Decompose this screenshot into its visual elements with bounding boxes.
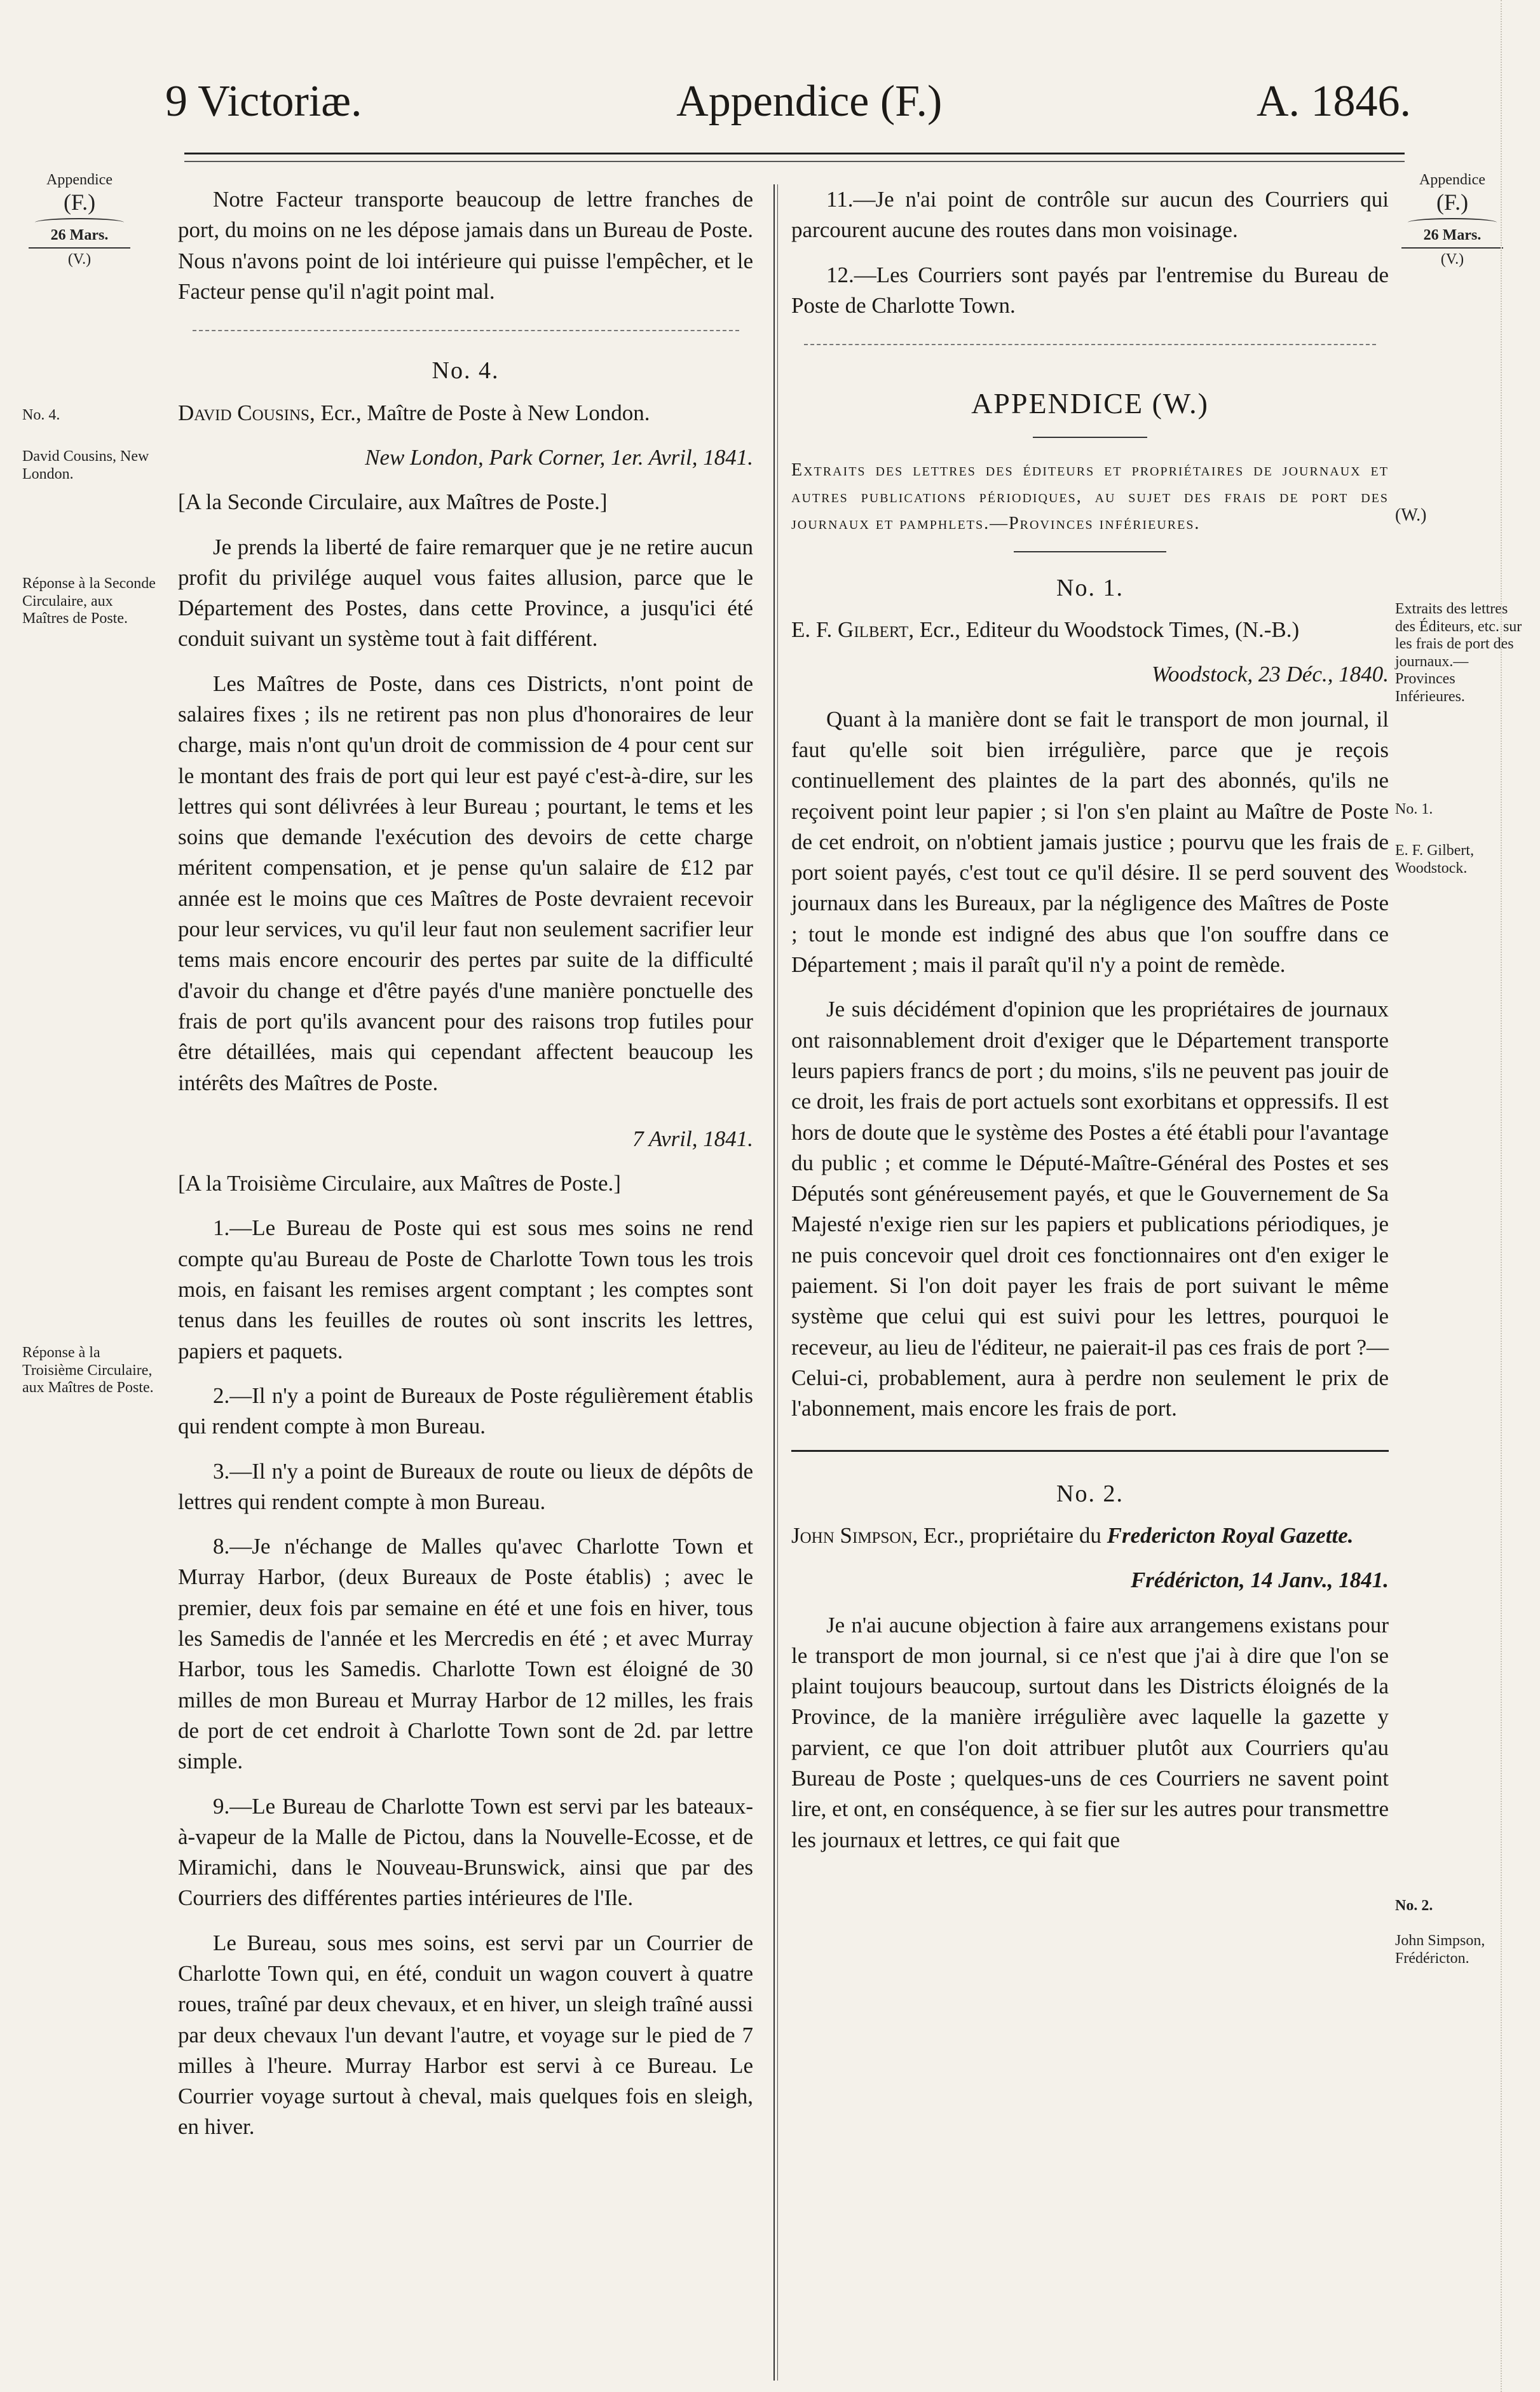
section-rule (791, 1450, 1389, 1452)
margin-box-title: Appendice (46, 172, 112, 188)
correspondent-name: E. F. Gilbert (791, 617, 909, 643)
margin-box-sub: (V.) (1440, 250, 1464, 268)
paragraph: Quant à la manière dont se fait le transport de mon journal, il faut qu'elle soit bien irrégulière, parce que je reçois continuellement des plaintes de la part des abonnés, qu'ils ne reçoivent point leur papier ; si l'on s'en plaint au Maître de Poste de cet endroit, on n'obtient jamais justice ; pourvu que les frais de port soient payés, c'est tout ce qu'il désire. Il se perd souvent des journaux dans les Bureaux, par la négligence des Maîtres de Poste ; tout le monde est indigné des abus que l'on souffre dans ce Département ; mais il paraît qu'il n'y a point de remède. (791, 706, 1389, 978)
margin-box-letter: (F.) (63, 189, 96, 215)
section-number: No. 1. (1056, 574, 1124, 601)
header-year: A. 1846. (1256, 77, 1411, 126)
correspondent-line (791, 615, 1389, 645)
page-header (165, 76, 1411, 140)
circular-reference: [A la Seconde Circulaire, aux Maîtres de Poste.] (178, 489, 608, 515)
margin-box-title: Appendice (1419, 172, 1485, 188)
section-number: No. 4. (432, 357, 500, 385)
brace-mark (1408, 218, 1497, 227)
margin-appendix-box-left (22, 172, 137, 268)
margin-no2: No. 2. (1395, 1897, 1433, 1914)
extract-heading: Extraits des lettres des éditeurs et propriétaires de journaux et autres publications périodiques, au sujet des frais de port des journaux et pamphlets.—Provinces inférieures. (791, 460, 1389, 533)
dateline: Woodstock, 23 Déc., 1840. (1152, 662, 1389, 687)
margin-box-letter: (F.) (1436, 189, 1469, 215)
short-rule (1014, 551, 1166, 552)
margin-box-date: 26 Mars. (50, 226, 109, 243)
margin-no4-name: David Cousins, New London. (22, 448, 149, 482)
list-item: 3.—Il n'y a point de Bureaux de route ou lieux de dépôts de lettres qui rendent compte à mon Bureau. (178, 1458, 753, 1514)
margin-no1: No. 1. (1395, 801, 1433, 817)
margin-extracts: Extraits des lettres des Éditeurs, etc. sur les frais de port des journaux.—Provinces Inférieures. (1395, 601, 1522, 705)
list-item: 9.—Le Bureau de Charlotte Town est servi par les bateaux-à-vapeur de la Malle de Pictou, dans la Nouvelle-Ecosse, et de Miramichi, dans le Nouveau-Brunswick, ainsi que par des Courriers des différentes parties intérieures de l'Ile. (178, 1793, 753, 1911)
list-item: 8.—Je n'échange de Malles qu'avec Charlotte Town et Murray Harbor, (deux Bureaux de Poste établis) ; avec le premier, deux fois par semaine en été et une fois en hiver, tous les Samedis de l'année et les Mercredis en été ; et avec Murray Harbor, tous les Samedis. Charlotte Town est éloigné de 30 milles de mon Bureau et Murray Harbor de 12 milles, les frais de port de cet endroit à Charlotte Town sont de 2d. par lettre simple. (178, 1534, 753, 1774)
circular-reference: [A la Troisième Circulaire, aux Maîtres de Poste.] (178, 1171, 621, 1196)
dateline: 7 Avril, 1841. (632, 1126, 753, 1151)
paragraph: Je n'ai aucune objection à faire aux arrangemens existans pour le transport de mon journal, si ce n'est que j'ai à dire que l'on se plaint toujours beaucoup, surtout dans les Districts éloignés de la Province, de la manière irrégulière avec laquelle la gazette y parvient, ce que l'on doit attribuer plutôt aux Courriers qu'au Bureau de Poste ; quelques-uns de ces Courriers ne savent point lire, et ont, en conséquence, à se fier sur les autres pour transmettre les journaux et lettres, ce qui fait que (791, 1612, 1389, 1852)
list-item: 1.—Le Bureau de Poste qui est sous mes soins ne rend compte qu'au Bureau de Poste de Charlotte Town tous les trois mois, en faisant les remises argent comptant ; les comptes sont tenus dans les feuilles de routes où sont inscrits les lettres, papiers et paquets. (178, 1215, 753, 1363)
page-edge (1501, 0, 1540, 2392)
margin-no2-name: John Simpson, Frédéricton. (1395, 1932, 1485, 1967)
newspaper-title: Fredericton Royal Gazette. (1107, 1522, 1354, 1548)
section-number: No. 2. (1056, 1480, 1124, 1507)
margin-box-date: 26 Mars. (1423, 226, 1482, 243)
margin-box-sub: (V.) (67, 250, 92, 268)
correspondent-title: , Ecr., propriétaire du (912, 1522, 1107, 1548)
paragraph: Notre Facteur transporte beaucoup de lettre franches de port, du moins on ne les dépose jamais dans un Bureau de Poste. Nous n'avons point de loi intérieure qui puisse l'empêcher, et le Facteur pense qu'il n'agit point mal. (178, 187, 753, 304)
header-appendix: Appendice (F.) (676, 77, 943, 126)
correspondent-title: , Ecr., Editeur du Woodstock Times, (N.-B.) (908, 617, 1300, 643)
short-rule (1033, 437, 1147, 438)
correspondent-line (178, 398, 753, 428)
appendix-title: APPENDICE (W.) (971, 387, 1209, 420)
margin-reply-second: Réponse à la Seconde Circulaire, aux Maîtres de Poste. (22, 575, 156, 627)
list-item: 12.—Les Courriers sont payés par l'entremise du Bureau de Poste de Charlotte Town. (791, 262, 1389, 318)
margin-no4: No. 4. (22, 407, 60, 423)
right-column (791, 184, 1389, 1869)
margin-box-rule (29, 247, 130, 249)
paragraph: Je prends la liberté de faire remarquer que je ne retire aucun profit du privilége auquel vous faites allusion, parce que le Département des Postes, dans cette Province, a jusqu'ici été conduit suivant un système tout à fait différent. (178, 534, 753, 652)
correspondent-name: David Cousins (178, 400, 310, 425)
margin-no1-name: E. F. Gilbert, Woodstock. (1395, 842, 1475, 877)
paragraph: Le Bureau, sous mes soins, est servi par un Courrier de Charlotte Town qui, en été, conduit un wagon couvert à quatre roues, traîné par deux chevaux, et en hiver, un sleigh traîné aussi par deux chevaux l'un devant l'autre, et voyage sur le pied de 7 milles à l'heure. Murray Harbor est servi à ce Bureau. Le Courrier voyage surtout à cheval, mais quelques fois en sleigh, en hiver. (178, 1930, 753, 2140)
section-rule (804, 344, 1376, 345)
correspondent-title: , Ecr., Maître de Poste à New London. (309, 400, 650, 425)
header-session: 9 Victoriæ. (165, 77, 362, 126)
brace-mark (35, 218, 124, 227)
dateline: Frédéricton, 14 Janv., 1841. (1130, 1568, 1389, 1593)
header-rule (184, 153, 1405, 162)
dateline: New London, Park Corner, 1er. Avril, 1841. (365, 444, 753, 470)
margin-reply-third: Réponse à la Troisième Circulaire, aux Maîtres de Poste. (22, 1344, 154, 1397)
margin-box-rule (1401, 247, 1503, 249)
section-rule (193, 330, 739, 331)
list-item: 2.—Il n'y a point de Bureaux de Poste régulièrement établis qui rendent compte à mon Bureau. (178, 1383, 753, 1439)
margin-w: (W.) (1395, 505, 1427, 525)
list-item: 11.—Je n'ai point de contrôle sur aucun des Courriers qui parcourent aucune des routes dans mon voisinage. (791, 187, 1389, 243)
paragraph: Les Maîtres de Poste, dans ces Districts, n'ont point de salaires fixes ; ils ne retirent pas non plus d'honoraires de leur charge, mais n'ont qu'un droit de commission de 4 pour cent sur le montant des frais de port qui leur est payé c'est-à-dire, sur les lettres qui sont délivrées à leur Bureau ; pourtant, le tems et les soins que demande l'exécution des devoirs de cette charge méritent compensation, et je pense qu'un salaire de £12 par année est le moins que ces Maîtres de Poste devraient recevoir pour leur services, vu qu'il leur faut non seulement sacrifier leur tems mais encore encourir des pertes par suite de la difficulté d'avoir du change et d'être payés d'une manière ponctuelle des frais de port qu'ils avancent pour des raisons trop futiles pour être détaillées, mais qui cependant affectent beaucoup les intérêts des Maîtres de Poste. (178, 671, 753, 1095)
paragraph: Je suis décidément d'opinion que les propriétaires de journaux ont raisonnablement droit d'exiger que le Département transporte leurs papiers francs de port ; du moins, s'ils ne peuvent pas jouir de ce droit, les frais de port actuels sont exorbitans et oppressifs. Il est hors de doute que le système des Postes a été établi pour l'avantage du public ; et comme le Député-Maître-Général des Postes et ses Députés sont généreusement payés, et que le Gouvernement de Sa Majesté n'exige rien sur les papiers et publications périodiques, je ne puis concevoir quel droit ces fonctionnaires ont d'en exiger le paiement. Si l'on doit payer les frais de port suivant le même système que celui qui est suivi pour les lettres, pourquoi le receveur, au lieu de l'éditeur, ne paierait-il pas ces frais de port ?—Celui-ci, probablement, aura à perdre non seulement le prix de l'abonnement, mais encore les frais de port. (791, 997, 1389, 1421)
left-column (178, 184, 753, 2157)
column-divider (773, 184, 778, 2381)
correspondent-line (791, 1521, 1389, 1551)
correspondent-name: John Simpson (791, 1522, 913, 1548)
margin-appendix-box-right (1395, 172, 1509, 268)
